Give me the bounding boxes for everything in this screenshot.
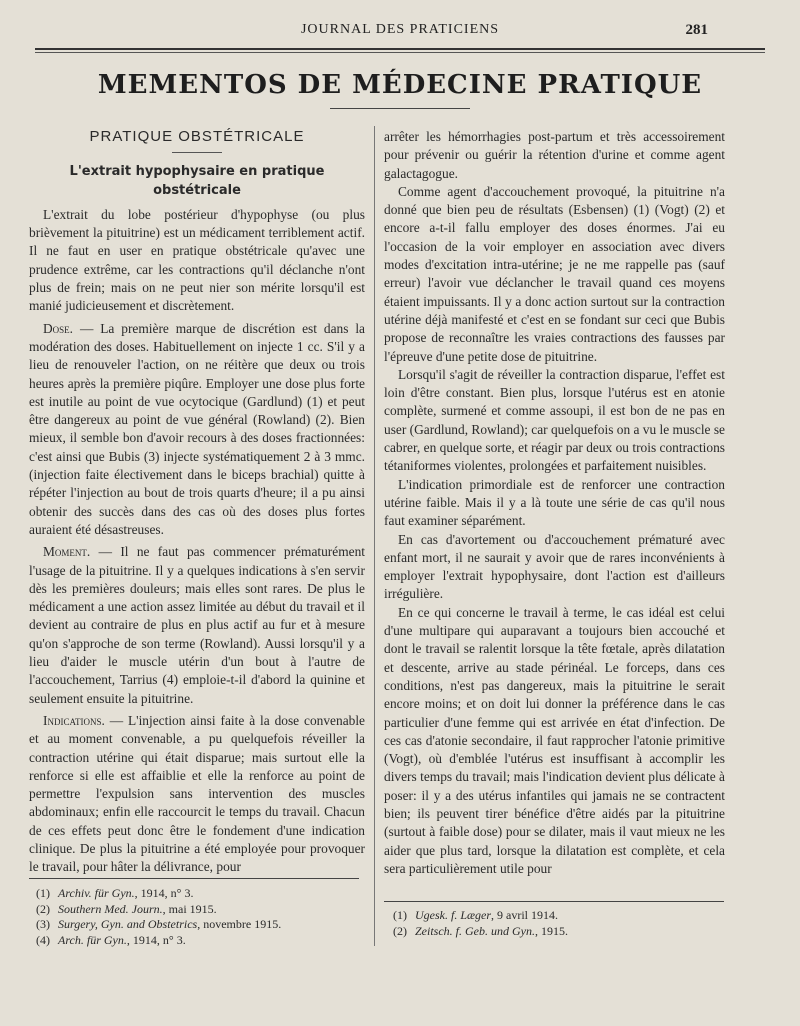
footnote: (2) Southern Med. Journ., mai 1915. bbox=[36, 901, 217, 916]
paragraph-indications bbox=[29, 712, 365, 877]
page-number: 281 bbox=[685, 22, 708, 38]
section-heading: PRATIQUE OBSTÉTRICALE bbox=[89, 128, 305, 145]
paragraph-r2: Comme agent d'accouchement provoqué, la pituitrine n'a donné que bien peu de résultats (Esbensen) (1) (Vogt) (2) et encore a-t-il fallu employer des doses énormes. J'ai eu l'occasion de la voir employer en association avec divers modes d'excitation intra-utérine; je ne me rappelle pas (sauf erreur) l'avoir vue déclancher le travail quand ces moyens étaient impuissants. Il y a donc action surtout sur la contraction utérine déjà manifesté et c'est en se fondant sur ceci que Bubis propose de reconnaître les vraies contractions des fausses par l'épreuve d'une petite dose de pituitrine. bbox=[384, 183, 725, 364]
indications-text: — L'injection ainsi faite à la dose convenable et au moment convenable, a pu quelquefois réveiller la contraction utérine qui était disparue; mais surtout elle la renforce si elle est affaiblie et elle la renforce au point de permettre l'expulsion sans intervention des muscles abdominaux; enfin elle raccourcit le temps du travail. Chacun de ces effets peut donc être le fondement d'une indication clinique. De plus la pituitrine a été employée pour provoquer le travail, pour hâter la délivrance, pour bbox=[29, 712, 365, 875]
right-column bbox=[384, 128, 725, 878]
dose-text: — La première marque de discrétion est dans la modération des doses. Habituellement on injecte 1 cc. S'il y a lieu de renouveler l'action, on ne réitère que deux ou trois heures après la première piqûre. Employer une dose plus forte est inutile au point de vue ocytocique (Gardlund) (1) et peut être dangereux au point de vue général (Rowland) (2). Bien mieux, il semble bon d'avoir recours à des doses fractionnées: c'est ainsi que Bubis (3) injecte systématiquement 2 à 3 mmc. (injection faite électivement dans le biceps brachial) quitte à répéter l'injection au bout de trois quarts d'heure; il a pu ainsi obtenir des succès dans des cas où des doses plus fortes auraient été désastreuses. bbox=[29, 320, 365, 537]
paragraph-r5: En cas d'avortement ou d'accouchement prématuré avec enfant mort, il ne saurait y avoir que de rares inconvénients à employer l'extrait hypophysaire, dont l'action est d'ailleurs irrégulière. bbox=[384, 531, 725, 602]
footnote: (4) Arch. für Gyn., 1914, n° 3. bbox=[36, 932, 186, 947]
column-divider bbox=[374, 126, 375, 946]
paragraph-r1: arrêter les hémorrhagies post-partum et très accessoirement pour prévenir ou guérir la rétention d'urine et comme agent galactagogue. bbox=[384, 129, 725, 181]
footnote: (1) Ugesk. f. Læger, 9 avril 1914. bbox=[393, 908, 558, 922]
paragraph-intro: L'extrait du lobe postérieur d'hypophyse (ou plus brièvement la pituitrine) est un médicament terriblement actif. Il ne faut en user en pratique obstétricale qu'avec une prudence extrême, car les contractions qu'il déclanche n'ont plus de frein; mais on ne peut nier son mérite lorsqu'il est manié judicieusement et discrètement. bbox=[29, 206, 365, 314]
running-title: JOURNAL DES PRATICIENS bbox=[300, 22, 500, 37]
footnote: (3) Surgery, Gyn. and Obstetrics, novembre 1915. bbox=[36, 917, 282, 931]
footnote: (1) Archiv. für Gyn., 1914, n° 3. bbox=[36, 886, 194, 900]
paragraph-r6: En ce qui concerne le travail à terme, le cas idéal est celui d'une multipare qui auparavant a toujours bien accouché et dont le travail se ralentit lorsque la tête fœtale, après dilatation et descente, arrive au stade périnéal. Le forceps, dans ces conditions, n'est pas dangereux, mais la pituitrine le serait encore moins; et on doit lui donner la préférence dans le cas particulier d'une femme qui est arrivée en état d'infection. De ces cas d'atonie secondaire, il faut rapprocher l'atonie primitive (Vogt), où d'emblée l'utérus est insuffisant à accomplir les divers temps du travail; mais l'indication devient plus délicate à poser: il y a des utérus infantiles qui jamais ne se contractent bien; ils peuvent tirer bénéfice d'être aidés par la pituitrine (surtout à faible dose) pour se dilater, mais il vaut mieux ne les aider que plus tard, lorsque la dilatation est complète, et cela sera particulièrement utile pour bbox=[384, 604, 725, 876]
header-rule bbox=[35, 48, 765, 50]
header-rule-thin bbox=[35, 52, 765, 53]
indications-label: Indications. bbox=[43, 712, 105, 728]
moment-text: — Il ne faut pas commencer prématurément l'usage de la pituitrine. Il y a quelques indications à s'en servir dès les premières douleurs; mais elles sont rares. De plus le médicament a une action assez limitée au début du travail et il devient au contraire de plus en plus actif au fur et à mesure qu'on s'approche de son terme (Rowland). Aussi lorsqu'il y a lieu d'aider le muscle utérin d'un bout à l'autre de l'accouchement, Tarrius (4) emploie-t-il d'abord la quinine et seulement ensuite la pituitrine. bbox=[29, 544, 365, 706]
title-rule bbox=[330, 108, 470, 109]
dose-label: Dose. bbox=[43, 320, 74, 336]
paragraph-r4: L'indication primordiale est de renforcer une contraction utérine faible. Mais il y a là toute une série de cas qu'il nous faut examiner séparément. bbox=[384, 476, 725, 529]
paragraph-r3: Lorsqu'il s'agit de réveiller la contraction disparue, l'effet est loin d'être constant. Bien plus, lorsque l'utérus est en atonie complète, surmené et comme assoupi, il est bon de ne pas en user (Gardlund, Rowland); car quelquefois on a vu le muscle se cabrer, en quelque sorte, et réagir par deux ou trois contractions tétaniformes violentes, prolongées et parfaitement nuisibles. bbox=[384, 366, 725, 474]
page-title: MEMENTOS DE MÉDECINE PRATIQUE bbox=[97, 70, 703, 100]
footnote: (2) Zeitsch. f. Geb. und Gyn., 1915. bbox=[393, 923, 568, 938]
footnotes-right bbox=[393, 908, 723, 939]
footnotes-left bbox=[36, 886, 356, 948]
footnote-rule-left bbox=[29, 878, 359, 879]
moment-label: Moment. bbox=[43, 544, 91, 560]
paragraph-dose bbox=[29, 320, 365, 540]
section-rule bbox=[172, 152, 222, 153]
running-header bbox=[0, 22, 800, 42]
paragraph-moment bbox=[29, 543, 365, 708]
article-subheading: L'extrait hypophysaire en pratique obstétricale bbox=[69, 164, 325, 198]
footnote-rule-right bbox=[384, 901, 724, 902]
left-column bbox=[29, 126, 365, 877]
